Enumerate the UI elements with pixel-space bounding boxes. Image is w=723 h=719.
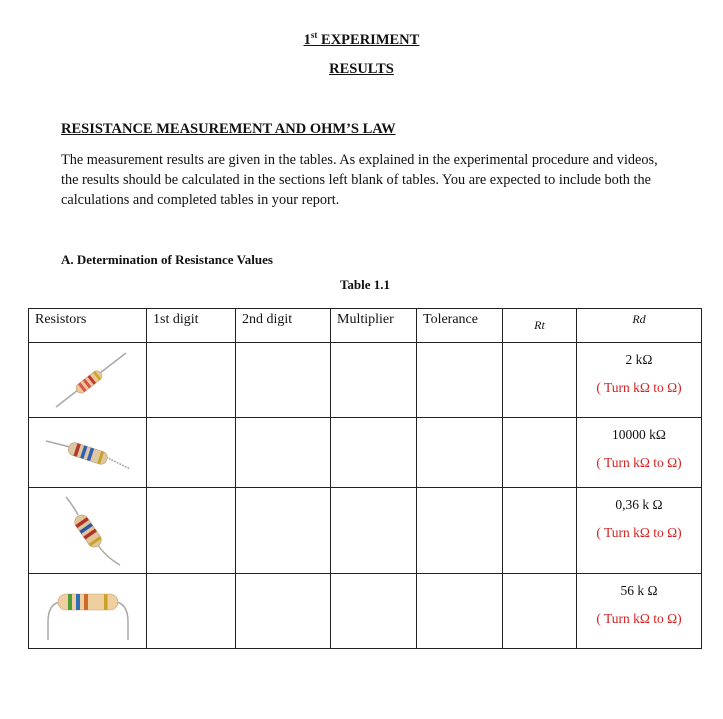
rd-value: 0,36 k Ω [615, 497, 663, 512]
tolerance-cell[interactable] [417, 343, 503, 418]
header-tolerance: Tolerance [417, 309, 503, 343]
intro-paragraph: The measurement results are given in the tables. As explained in the experimental procedure and videos, the results should be calculated in the sections left blank of tables. You are expected to include both the calculations and completed tables in your report. [61, 152, 658, 208]
second-digit-cell[interactable] [236, 418, 331, 488]
rd-cell [577, 488, 702, 574]
table-header-row [29, 309, 702, 343]
rd-value: 56 k Ω [620, 583, 658, 598]
resistor-photo-bent-leads [29, 574, 147, 649]
rd-cell [577, 418, 702, 488]
rd-note: ( Turn kΩ to Ω) [596, 611, 682, 626]
first-digit-cell[interactable] [147, 574, 236, 649]
rt-cell[interactable] [503, 418, 577, 488]
rd-note: ( Turn kΩ to Ω) [596, 455, 682, 470]
first-digit-cell[interactable] [147, 488, 236, 574]
rt-cell[interactable] [503, 488, 577, 574]
multiplier-cell[interactable] [331, 343, 417, 418]
tolerance-cell[interactable] [417, 418, 503, 488]
multiplier-cell[interactable] [331, 574, 417, 649]
tolerance-cell[interactable] [417, 574, 503, 649]
resistor-photo-diagonal [29, 343, 147, 418]
tolerance-cell[interactable] [417, 488, 503, 574]
header-resistors: Resistors [29, 309, 147, 343]
rd-cell [577, 574, 702, 649]
header-first-digit: 1st digit [147, 309, 236, 343]
resistor-photo-blue-bands [29, 418, 147, 488]
header-rd: Rd [577, 309, 702, 343]
section-title: RESISTANCE MEASUREMENT AND OHM’S LAW [61, 121, 396, 137]
multiplier-cell[interactable] [331, 418, 417, 488]
resistor-photo-vertical [29, 488, 147, 574]
header-second-digit: 2nd digit [236, 309, 331, 343]
second-digit-cell[interactable] [236, 488, 331, 574]
rt-cell[interactable] [503, 574, 577, 649]
second-digit-cell[interactable] [236, 343, 331, 418]
table-row [29, 343, 702, 418]
rd-note: ( Turn kΩ to Ω) [596, 525, 682, 540]
subsection-title: A. Determination of Resistance Values [61, 252, 273, 267]
rd-cell [577, 343, 702, 418]
rd-value: 2 kΩ [625, 352, 653, 367]
experiment-title: 1st EXPERIMENT [303, 30, 420, 48]
resistance-table [28, 308, 702, 649]
rd-value: 10000 kΩ [612, 427, 666, 442]
first-digit-cell[interactable] [147, 418, 236, 488]
table-row [29, 418, 702, 488]
table-row [29, 488, 702, 574]
table-caption: Table 1.1 [339, 277, 391, 292]
first-digit-cell[interactable] [147, 343, 236, 418]
rt-cell[interactable] [503, 343, 577, 418]
second-digit-cell[interactable] [236, 574, 331, 649]
header-rt: Rt [503, 309, 577, 343]
rd-note: ( Turn kΩ to Ω) [596, 380, 682, 395]
results-title: RESULTS [329, 61, 394, 77]
table-row [29, 574, 702, 649]
header-multiplier: Multiplier [331, 309, 417, 343]
multiplier-cell[interactable] [331, 488, 417, 574]
